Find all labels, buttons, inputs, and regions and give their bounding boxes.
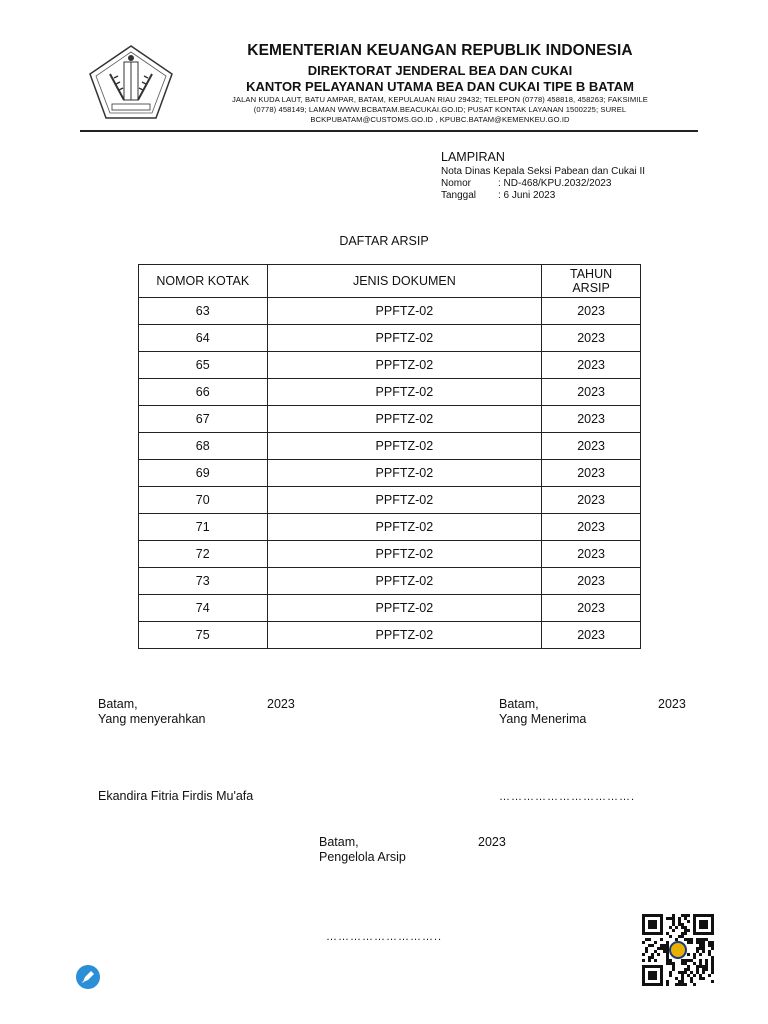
box-number-cell: 66 — [139, 379, 268, 406]
document-type-cell: PPFTZ-02 — [267, 352, 542, 379]
archive-year-cell: 2023 — [542, 595, 641, 622]
right-sign-name: ……………………………. — [499, 791, 636, 803]
box-number-cell: 63 — [139, 298, 268, 325]
address-line: BCKPUBATAM@CUSTOMS.GO.ID , KPUBC.BATAM@KEMENKEU.GO.ID — [310, 115, 570, 124]
archive-table — [138, 264, 641, 649]
column-header-text: TAHUN ARSIP — [570, 267, 613, 295]
box-number-cell: 67 — [139, 406, 268, 433]
ministry-title: KEMENTERIAN KEUANGAN REPUBLIK INDONESIA — [247, 42, 633, 59]
table-row — [139, 325, 641, 352]
archive-year-cell: 2023 — [542, 406, 641, 433]
address-line: JALAN KUDA LAUT, BATU AMPAR, BATAM, KEPULAUAN RIAU 29432; TELEPON (0778) 458818, 458263; FAKSIMILE — [232, 95, 648, 104]
pen-icon[interactable] — [76, 965, 100, 989]
document-type-cell: PPFTZ-02 — [267, 433, 542, 460]
right-sign-city: Batam, — [499, 697, 539, 711]
box-number-cell: 75 — [139, 622, 268, 649]
nomor-label: Nomor — [441, 178, 472, 189]
box-number-cell: 65 — [139, 352, 268, 379]
column-header: JENIS DOKUMEN — [267, 265, 542, 298]
archive-year-cell: 2023 — [542, 379, 641, 406]
document-type-cell: PPFTZ-02 — [267, 298, 542, 325]
tanggal-value: : 6 Juni 2023 — [498, 190, 556, 201]
table-row — [139, 433, 641, 460]
box-number-cell: 69 — [139, 460, 268, 487]
box-number-cell: 73 — [139, 568, 268, 595]
archive-year-cell: 2023 — [542, 568, 641, 595]
lampiran-title: LAMPIRAN — [441, 150, 505, 164]
left-sign-name: Ekandira Fitria Firdis Mu'afa — [98, 789, 254, 803]
box-number-cell: 68 — [139, 433, 268, 460]
table-row — [139, 379, 641, 406]
document-type-cell: PPFTZ-02 — [267, 541, 542, 568]
document-type-cell: PPFTZ-02 — [267, 568, 542, 595]
right-sign-year: 2023 — [658, 697, 686, 711]
document-type-cell: PPFTZ-02 — [267, 514, 542, 541]
document-type-cell: PPFTZ-02 — [267, 487, 542, 514]
document-type-cell: PPFTZ-02 — [267, 325, 542, 352]
document-type-cell: PPFTZ-02 — [267, 406, 542, 433]
archive-year-cell: 2023 — [542, 298, 641, 325]
document-title: DAFTAR ARSIP — [339, 234, 429, 248]
right-sign-role: Yang Menerima — [499, 712, 587, 726]
archive-year-cell: 2023 — [542, 622, 641, 649]
box-number-cell: 64 — [139, 325, 268, 352]
center-sign-name: ……………………….. — [326, 931, 443, 943]
table-row — [139, 406, 641, 433]
document-type-cell: PPFTZ-02 — [267, 379, 542, 406]
left-sign-role: Yang menyerahkan — [98, 712, 206, 726]
directorate-title: DIREKTORAT JENDERAL BEA DAN CUKAI — [307, 63, 573, 78]
document-type-cell: PPFTZ-02 — [267, 622, 542, 649]
nomor-value: : ND-468/KPU.2032/2023 — [498, 178, 612, 189]
column-header: NOMOR KOTAK — [139, 265, 268, 298]
archive-year-cell: 2023 — [542, 460, 641, 487]
center-sign-year: 2023 — [478, 835, 506, 849]
table-body — [139, 298, 641, 649]
box-number-cell: 72 — [139, 541, 268, 568]
tanggal-label: Tanggal — [441, 190, 477, 201]
office-title: KANTOR PELAYANAN UTAMA BEA DAN CUKAI TIPE B BATAM — [246, 79, 634, 94]
box-number-cell: 70 — [139, 487, 268, 514]
table-row — [139, 595, 641, 622]
archive-year-cell: 2023 — [542, 514, 641, 541]
center-sign-city: Batam, — [319, 835, 359, 849]
document-type-cell: PPFTZ-02 — [267, 595, 542, 622]
archive-year-cell: 2023 — [542, 352, 641, 379]
qr-code-icon — [642, 914, 714, 986]
archive-year-cell: 2023 — [542, 433, 641, 460]
table-row — [139, 541, 641, 568]
lampiran-subtitle: Nota Dinas Kepala Seksi Pabean dan Cukai II — [441, 166, 646, 177]
archive-year-cell: 2023 — [542, 325, 641, 352]
table-row — [139, 352, 641, 379]
table-row — [139, 298, 641, 325]
table-row — [139, 460, 641, 487]
left-sign-year: 2023 — [267, 697, 295, 711]
header-divider — [80, 130, 698, 132]
center-sign-role: Pengelola Arsip — [319, 850, 406, 864]
ministry-emblem-icon — [88, 44, 174, 120]
column-header — [542, 265, 641, 298]
lampiran-tanggal — [441, 189, 555, 202]
box-number-cell: 74 — [139, 595, 268, 622]
office-address — [190, 95, 690, 125]
table-row — [139, 487, 641, 514]
document-type-cell: PPFTZ-02 — [267, 460, 542, 487]
archive-year-cell: 2023 — [542, 541, 641, 568]
address-line: (0778) 458149; LAMAN WWW.BCBATAM.BEACUKAI.GO.ID; PUSAT KONTAK LAYANAN 1500225; SUREL — [253, 105, 627, 114]
table-row — [139, 568, 641, 595]
table-row — [139, 622, 641, 649]
table-row — [139, 514, 641, 541]
table-header-row — [139, 265, 641, 298]
box-number-cell: 71 — [139, 514, 268, 541]
left-sign-city: Batam, — [98, 697, 138, 711]
archive-year-cell: 2023 — [542, 487, 641, 514]
